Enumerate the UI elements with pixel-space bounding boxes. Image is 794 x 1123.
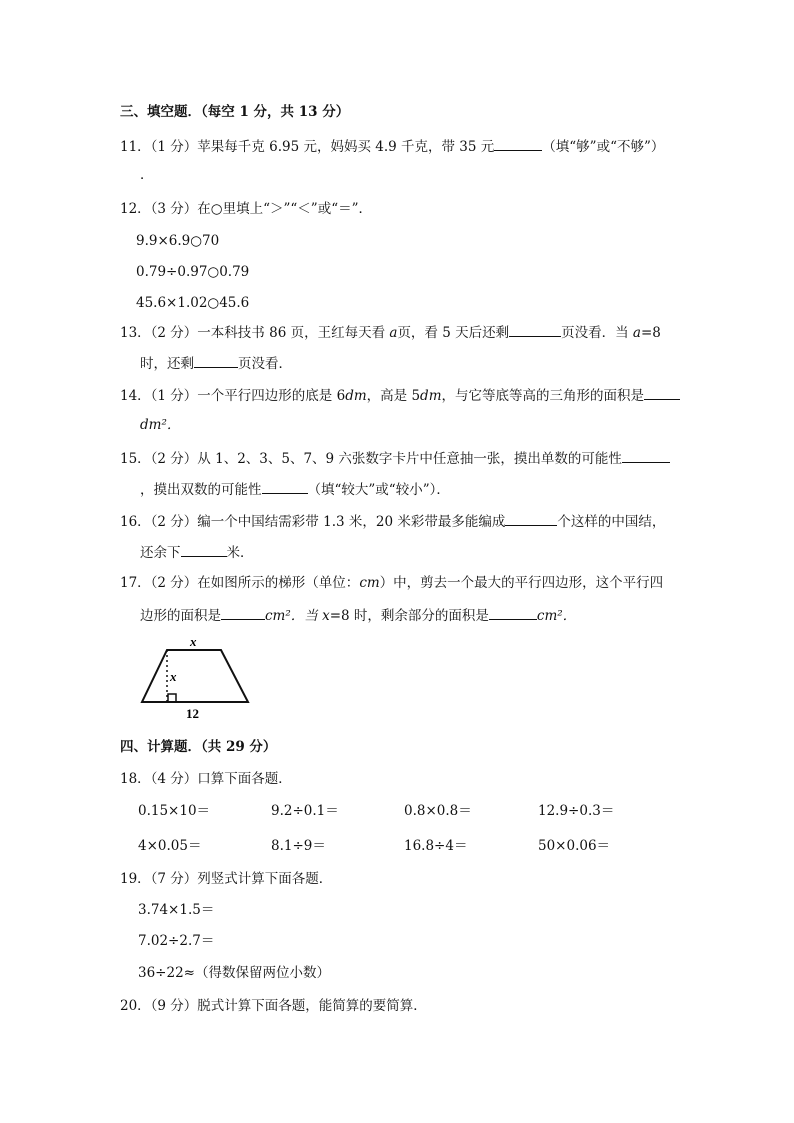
q17-line1 [120, 574, 663, 592]
q12-expr-1: 9.9×6.9○70 [136, 233, 220, 249]
q11-line1 [120, 136, 664, 156]
q14-text-c: ，与它等底等高的三角形的面积是 [441, 388, 644, 404]
q17-text-a: 17．（2 分）在如图所示的梯形（单位： [120, 575, 360, 591]
q16-blank-2[interactable] [181, 542, 227, 557]
q20-title: 20．（9 分）脱式计算下面各题，能简算的要简算． [120, 998, 427, 1014]
q16-text-d: 米． [226, 545, 254, 561]
trapezoid-top-label: x [190, 636, 197, 649]
q17-text-f: cm²． [536, 608, 577, 624]
q19-expr-2: 7.02÷2.7＝ [138, 933, 215, 949]
q15-blank-1[interactable] [622, 448, 670, 463]
q17-text-c: 边形的面积是 [140, 608, 221, 624]
q12-expr-3: 45.6×1.02○45.6 [136, 295, 250, 311]
q16-line2 [140, 542, 254, 562]
q16-text-a: 16．（2 分）编一个中国结需彩带 1.3 米，20 米彩带最多能编成 [120, 514, 506, 530]
q11-text: 11．（1 分）苹果每千克 6.95 元，妈妈买 4.9 千克，带 35 元 [120, 139, 495, 155]
q17-blank-1[interactable] [221, 605, 265, 620]
q18-title: 18．（4 分）口算下面各题． [120, 771, 292, 787]
q13-text-c: 页没看．当 [561, 325, 633, 341]
q17-var-x: x [322, 608, 330, 624]
q13-var-a2: a [632, 325, 641, 341]
section4-title: 四、计算题．（共 29 分） [120, 739, 277, 755]
q18-item: 50×0.06＝ [538, 838, 611, 854]
q17-unit: cm [359, 575, 380, 591]
q14-text-a: 14．（1 分）一个平行四边形的底是 6 [120, 388, 346, 404]
q15-line1 [120, 448, 670, 468]
q16-line1 [120, 511, 665, 531]
q14-unit-1: dm [345, 388, 367, 404]
q14-unit-2: dm [420, 388, 442, 404]
q19-title: 19．（7 分）列竖式计算下面各题． [120, 871, 333, 887]
trapezoid-height-label: x [170, 669, 177, 684]
q13-text-f: 页没看． [238, 356, 292, 372]
q13-text-e: 时，还剩 [140, 356, 194, 372]
q14-text-b: ，高是 5 [366, 388, 421, 404]
q15-text-a: 15．（2 分）从 1、2、3、5、7、9 六张数字卡片中任意抽一张，摸出单数的可能性 [120, 451, 622, 467]
q17-line2 [140, 605, 576, 625]
q11-line2: ． [140, 167, 154, 183]
q13-text-d: =8 [640, 325, 661, 341]
q19-expr-3: 36÷22≈（得数保留两位小数） [138, 965, 330, 981]
right-angle-mark [168, 694, 176, 702]
q12-title: 12．（3 分）在○里填上“＞”“＜”或“＝”． [120, 201, 372, 217]
q18-item: 8.1÷9＝ [271, 838, 326, 854]
q17-text-b: ）中，剪去一个最大的平行四边形，这个平行四 [379, 575, 664, 591]
q18-item: 0.8×0.8＝ [404, 803, 472, 819]
q13-blank-2[interactable] [194, 353, 238, 368]
q17-text-e: =8 时，剩余部分的面积是 [329, 608, 489, 624]
q14-line1 [120, 385, 680, 405]
q13-text-b: 页，看 5 天后还剩 [397, 325, 510, 341]
q16-text-c: 还余下 [140, 545, 181, 561]
q18-item: 16.8÷4＝ [404, 838, 468, 854]
trapezoid-figure [138, 636, 258, 722]
q15-text-b: ，摸出双数的可能性 [140, 482, 262, 498]
trapezoid-base-label: 12 [186, 706, 199, 721]
q17-text-d: cm²．当 [265, 608, 323, 624]
q14-line2: dm²． [140, 417, 181, 433]
q13-line1 [120, 322, 661, 342]
q14-blank[interactable] [644, 385, 680, 400]
q15-blank-2[interactable] [262, 479, 308, 494]
q16-text-b: 个这样的中国结， [557, 514, 666, 530]
q18-item: 12.9÷0.3＝ [538, 803, 615, 819]
q13-text-a: 13．（2 分）一本科技书 86 页，王红每天看 [120, 325, 390, 341]
q13-line2 [140, 353, 292, 373]
section3-title: 三、填空题．（每空 1 分，共 13 分） [120, 104, 350, 120]
q12-expr-2: 0.79÷0.97○0.79 [136, 264, 250, 280]
trapezoid-shape [142, 650, 248, 702]
q18-item: 9.2÷0.1＝ [271, 803, 339, 819]
q18-item: 0.15×10＝ [138, 803, 211, 819]
q17-blank-2[interactable] [489, 605, 537, 620]
q13-var-a: a [389, 325, 398, 341]
q18-item: 4×0.05＝ [138, 838, 202, 854]
q15-line2 [140, 479, 450, 499]
q19-expr-1: 3.74×1.5＝ [138, 902, 215, 918]
q11-blank[interactable] [494, 136, 542, 151]
q13-blank-1[interactable] [509, 322, 561, 337]
q15-text-c: （填“较大”或“较小”）． [307, 482, 450, 498]
q16-blank-1[interactable] [505, 511, 557, 526]
q11-text-b: （填“够”或“不够”） [542, 139, 665, 155]
